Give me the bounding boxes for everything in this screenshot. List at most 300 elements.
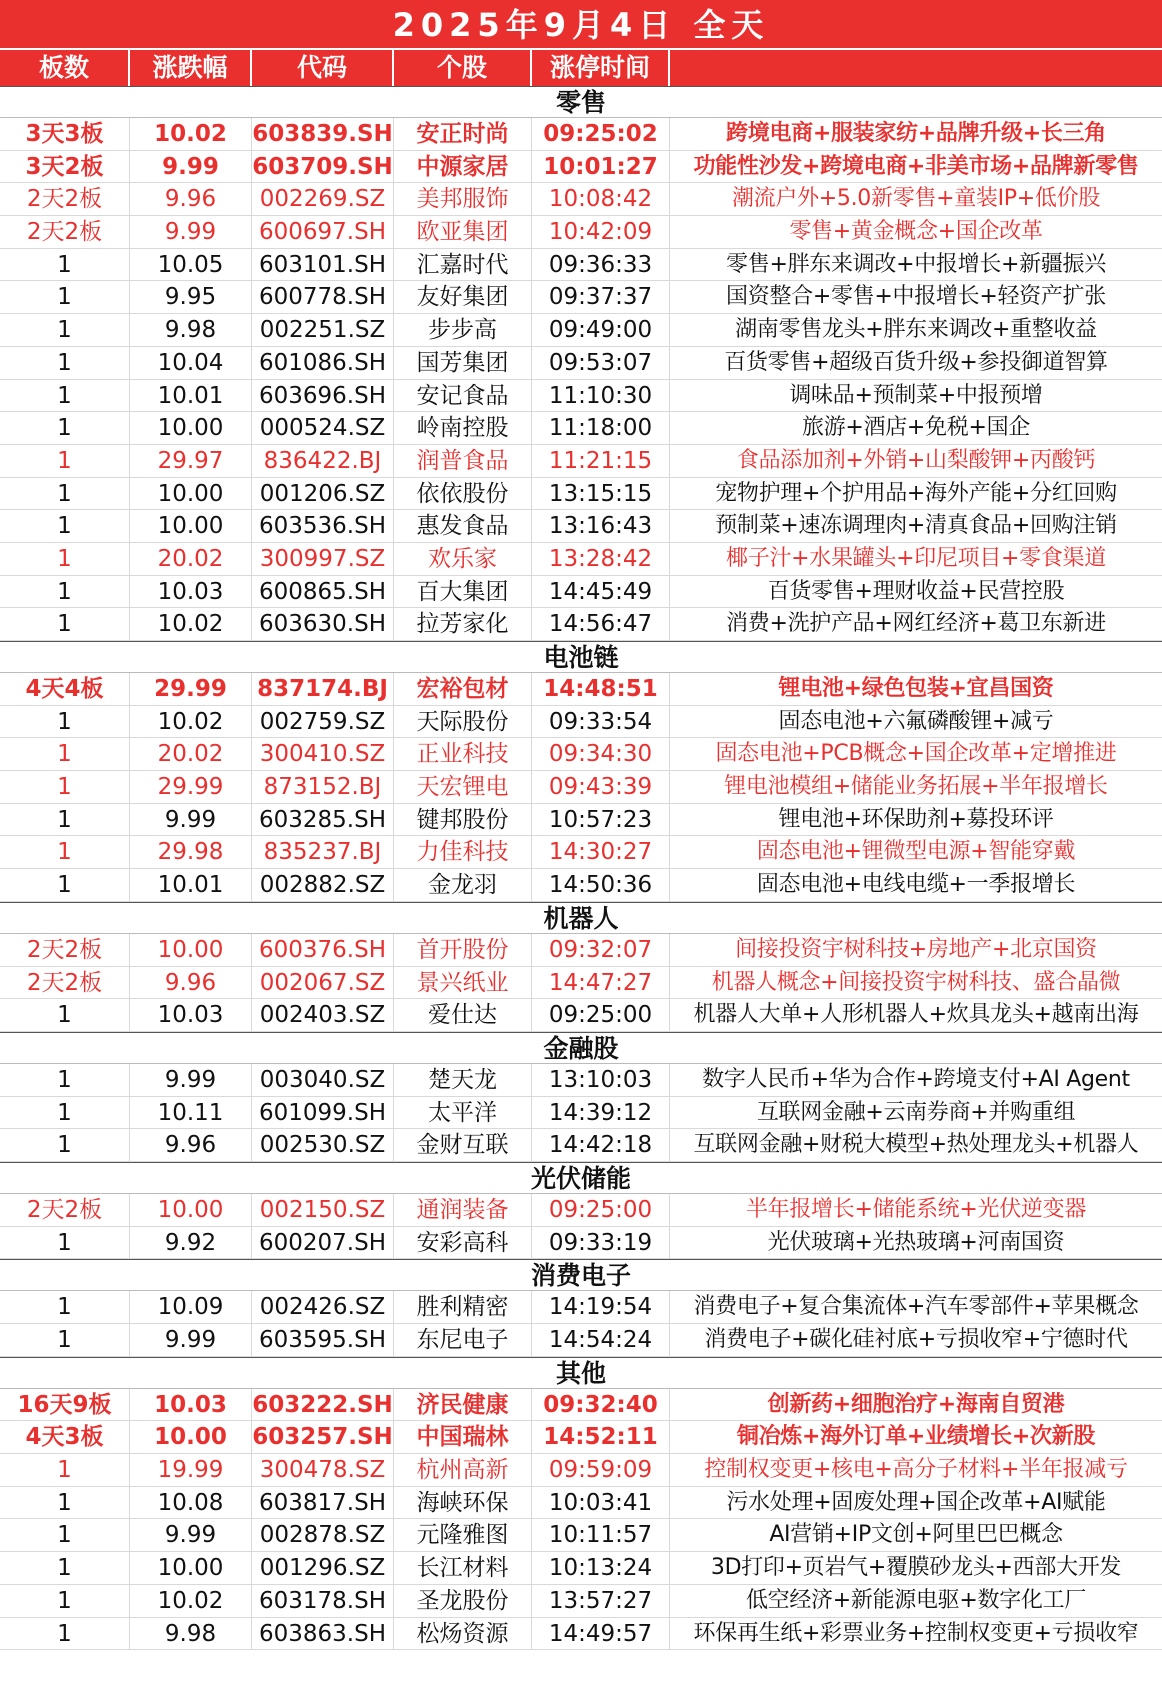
section-header: 消费电子	[0, 1259, 1162, 1291]
section-header: 其他	[0, 1357, 1162, 1389]
cell-limit-time: 10:11:57	[532, 1519, 670, 1551]
cell-boards: 1	[0, 510, 130, 542]
cell-change-pct: 10.00	[130, 1421, 252, 1453]
cell-code: 003040.SZ	[252, 1064, 394, 1096]
cell-boards: 4天4板	[0, 673, 130, 705]
cell-reason: 固态电池+六氟磷酸锂+减亏	[778, 708, 1054, 734]
cell-limit-time: 10:42:09	[532, 216, 670, 248]
cell-change-pct: 20.02	[130, 738, 252, 770]
cell-stock-name: 润普食品	[394, 445, 532, 477]
cell-code: 603257.SH	[252, 1421, 394, 1453]
cell-boards: 2天2板	[0, 1194, 130, 1226]
cell-stock-name: 首开股份	[394, 934, 532, 966]
cell-boards: 1	[0, 869, 130, 901]
cell-stock-name: 长江材料	[394, 1552, 532, 1584]
table-row	[0, 118, 1162, 151]
cell-code: 603222.SH	[252, 1389, 394, 1421]
cell-reason: 互联网金融+云南券商+并购重组	[756, 1099, 1076, 1125]
table-row	[0, 836, 1162, 869]
cell-reason: 控制权变更+核电+高分子材料+半年报减亏	[704, 1457, 1128, 1483]
cell-boards: 1	[0, 706, 130, 738]
cell-stock-name: 天宏锂电	[394, 771, 532, 803]
cell-change-pct: 9.98	[130, 314, 252, 346]
cell-reason: 机器人概念+间接投资宇树科技、盛合晶微	[711, 969, 1121, 995]
cell-limit-time: 10:08:42	[532, 183, 670, 215]
cell-change-pct: 9.99	[130, 1519, 252, 1551]
cell-change-pct: 10.08	[130, 1487, 252, 1519]
table-row	[0, 1454, 1162, 1487]
cell-stock-name: 惠发食品	[394, 510, 532, 542]
table-row	[0, 1194, 1162, 1227]
cell-reason: AI营销+IP文创+阿里巴巴概念	[769, 1522, 1063, 1548]
table-row	[0, 608, 1162, 641]
cell-change-pct: 10.09	[130, 1291, 252, 1323]
cell-boards: 1	[0, 1097, 130, 1129]
cell-boards: 1	[0, 1129, 130, 1161]
cell-reason: 食品添加剂+外销+山梨酸钾+丙酸钙	[736, 447, 1096, 473]
cell-stock-name: 欧亚集团	[394, 216, 532, 248]
table-row	[0, 478, 1162, 511]
table-row	[0, 673, 1162, 706]
cell-stock-name: 元隆雅图	[394, 1519, 532, 1551]
cell-code: 300478.SZ	[252, 1454, 394, 1486]
cell-code: 603630.SH	[252, 608, 394, 640]
cell-limit-time: 11:10:30	[532, 380, 670, 412]
cell-boards: 1	[0, 249, 130, 281]
cell-boards: 1	[0, 1324, 130, 1356]
cell-stock-name: 安彩高科	[394, 1227, 532, 1259]
cell-code: 603101.SH	[252, 249, 394, 281]
cell-code: 603696.SH	[252, 380, 394, 412]
cell-stock-name: 天际股份	[394, 706, 532, 738]
cell-limit-time: 14:48:51	[532, 673, 670, 705]
cell-change-pct: 10.02	[130, 706, 252, 738]
cell-boards: 1	[0, 281, 130, 313]
cell-reason: 环保再生纸+彩票业务+控制权变更+亏损收窄	[693, 1620, 1139, 1646]
cell-change-pct: 29.99	[130, 673, 252, 705]
cell-change-pct: 10.02	[130, 608, 252, 640]
cell-boards: 2天2板	[0, 183, 130, 215]
cell-change-pct: 9.96	[130, 1129, 252, 1161]
cell-change-pct: 29.97	[130, 445, 252, 477]
cell-reason: 3D打印+页岩气+覆膜砂龙头+西部大开发	[710, 1555, 1122, 1581]
cell-limit-time: 13:10:03	[532, 1064, 670, 1096]
cell-boards: 1	[0, 1585, 130, 1617]
cell-change-pct: 29.98	[130, 836, 252, 868]
cell-reason: 锂电池+环保助剂+募投环评	[778, 806, 1054, 832]
cell-code: 000524.SZ	[252, 412, 394, 444]
cell-change-pct: 19.99	[130, 1454, 252, 1486]
cell-limit-time: 14:30:27	[532, 836, 670, 868]
cell-stock-name: 拉芳家化	[394, 608, 532, 640]
table-body	[0, 86, 1162, 1650]
cell-boards: 2天2板	[0, 216, 130, 248]
table-row	[0, 804, 1162, 837]
cell-limit-time: 14:39:12	[532, 1097, 670, 1129]
cell-reason: 污水处理+固废处理+国企改革+AI赋能	[726, 1489, 1106, 1515]
cell-reason: 半年报增长+储能系统+光伏逆变器	[745, 1196, 1087, 1222]
cell-stock-name: 岭南控股	[394, 412, 532, 444]
table-row	[0, 281, 1162, 314]
cell-reason: 国资整合+零售+中报增长+轻资产扩张	[726, 284, 1106, 310]
table-row	[0, 1585, 1162, 1618]
cell-code: 002878.SZ	[252, 1519, 394, 1551]
table-row	[0, 576, 1162, 609]
cell-code: 600207.SH	[252, 1227, 394, 1259]
table-row	[0, 1618, 1162, 1651]
cell-reason: 创新药+细胞治疗+海南自贸港	[767, 1391, 1065, 1417]
table-row	[0, 1291, 1162, 1324]
cell-change-pct: 10.05	[130, 249, 252, 281]
cell-reason: 消费+洗护产品+网红经济+葛卫东新进	[726, 611, 1106, 637]
table-row	[0, 1487, 1162, 1520]
cell-code: 603536.SH	[252, 510, 394, 542]
cell-change-pct: 9.99	[130, 1064, 252, 1096]
cell-reason: 旅游+酒店+免税+国企	[801, 415, 1030, 441]
cell-code: 836422.BJ	[252, 445, 394, 477]
cell-stock-name: 美邦服饰	[394, 183, 532, 215]
cell-change-pct: 9.96	[130, 183, 252, 215]
cell-limit-time: 14:50:36	[532, 869, 670, 901]
cell-limit-time: 10:01:27	[532, 151, 670, 183]
cell-change-pct: 9.92	[130, 1227, 252, 1259]
table-row	[0, 216, 1162, 249]
header-limit-time: 涨停时间	[532, 50, 670, 86]
table-row	[0, 380, 1162, 413]
cell-reason: 固态电池+锂微型电源+智能穿戴	[756, 839, 1076, 865]
table-row	[0, 771, 1162, 804]
cell-code: 603817.SH	[252, 1487, 394, 1519]
cell-limit-time: 09:59:09	[532, 1454, 670, 1486]
table-row	[0, 1064, 1162, 1097]
cell-stock-name: 松炀资源	[394, 1618, 532, 1650]
table-row	[0, 412, 1162, 445]
cell-change-pct: 9.99	[130, 151, 252, 183]
cell-code: 603863.SH	[252, 1618, 394, 1650]
cell-limit-time: 14:45:49	[532, 576, 670, 608]
cell-change-pct: 9.98	[130, 1618, 252, 1650]
table-row	[0, 706, 1162, 739]
cell-code: 603178.SH	[252, 1585, 394, 1617]
cell-code: 600865.SH	[252, 576, 394, 608]
cell-code: 601099.SH	[252, 1097, 394, 1129]
cell-boards: 1	[0, 412, 130, 444]
cell-stock-name: 依依股份	[394, 478, 532, 510]
cell-code: 835237.BJ	[252, 836, 394, 868]
cell-reason: 光伏玻璃+光热玻璃+河南国资	[767, 1229, 1065, 1255]
cell-reason: 百货零售+理财收益+民营控股	[767, 578, 1065, 604]
table-row	[0, 1519, 1162, 1552]
cell-stock-name: 安记食品	[394, 380, 532, 412]
cell-stock-name: 胜利精密	[394, 1291, 532, 1323]
cell-limit-time: 09:49:00	[532, 314, 670, 346]
cell-boards: 16天9板	[0, 1389, 130, 1421]
cell-boards: 1	[0, 1064, 130, 1096]
cell-change-pct: 10.03	[130, 999, 252, 1031]
cell-boards: 1	[0, 576, 130, 608]
cell-change-pct: 10.01	[130, 380, 252, 412]
cell-change-pct: 10.02	[130, 118, 252, 150]
table-row	[0, 151, 1162, 184]
cell-reason: 锂电池+绿色包装+宜昌国资	[778, 676, 1054, 701]
cell-stock-name: 景兴纸业	[394, 967, 532, 999]
cell-boards: 1	[0, 1227, 130, 1259]
cell-stock-name: 爱仕达	[394, 999, 532, 1031]
cell-boards: 3天2板	[0, 151, 130, 183]
table-row	[0, 967, 1162, 1000]
cell-reason: 调味品+预制菜+中报预增	[789, 382, 1043, 408]
cell-stock-name: 步步高	[394, 314, 532, 346]
cell-stock-name: 济民健康	[394, 1389, 532, 1421]
cell-code: 002882.SZ	[252, 869, 394, 901]
cell-stock-name: 金财互联	[394, 1129, 532, 1161]
cell-boards: 1	[0, 999, 130, 1031]
cell-change-pct: 10.04	[130, 347, 252, 379]
cell-reason: 零售+黄金概念+国企改革	[789, 219, 1043, 245]
cell-boards: 1	[0, 478, 130, 510]
cell-boards: 1	[0, 1291, 130, 1323]
section-header: 金融股	[0, 1032, 1162, 1064]
table-row	[0, 347, 1162, 380]
cell-code: 603709.SH	[252, 151, 394, 183]
header-stock: 个股	[394, 50, 532, 86]
cell-code: 603839.SH	[252, 118, 394, 150]
cell-boards: 1	[0, 771, 130, 803]
cell-code: 300410.SZ	[252, 738, 394, 770]
cell-limit-time: 13:16:43	[532, 510, 670, 542]
cell-change-pct: 29.99	[130, 771, 252, 803]
cell-reason: 锂电池模组+储能业务拓展+半年报增长	[724, 774, 1108, 800]
cell-limit-time: 13:57:27	[532, 1585, 670, 1617]
cell-reason: 固态电池+电线电缆+一季报增长	[756, 872, 1076, 898]
cell-stock-name: 安正时尚	[394, 118, 532, 150]
cell-code: 001206.SZ	[252, 478, 394, 510]
cell-limit-time: 13:15:15	[532, 478, 670, 510]
cell-reason: 数字人民币+华为合作+跨境支付+AI Agent	[702, 1066, 1130, 1092]
cell-limit-time: 09:33:54	[532, 706, 670, 738]
table-row	[0, 314, 1162, 347]
cell-stock-name: 国芳集团	[394, 347, 532, 379]
cell-code: 600697.SH	[252, 216, 394, 248]
section-header: 电池链	[0, 641, 1162, 673]
cell-limit-time: 09:36:33	[532, 249, 670, 281]
cell-stock-name: 中源家居	[394, 151, 532, 183]
header-code: 代码	[252, 50, 394, 86]
cell-boards: 1	[0, 543, 130, 575]
cell-code: 603285.SH	[252, 804, 394, 836]
table-row	[0, 183, 1162, 216]
cell-limit-time: 10:03:41	[532, 1487, 670, 1519]
cell-change-pct: 10.11	[130, 1097, 252, 1129]
cell-reason: 低空经济+新能源电驱+数字化工厂	[745, 1587, 1087, 1613]
cell-stock-name: 金龙羽	[394, 869, 532, 901]
cell-stock-name: 太平洋	[394, 1097, 532, 1129]
cell-reason: 百货零售+超级百货升级+参投御道智算	[724, 349, 1108, 375]
table-row	[0, 1227, 1162, 1260]
cell-reason: 铜冶炼+海外订单+业绩增长+次新股	[736, 1424, 1096, 1450]
cell-reason: 零售+胖东来调改+中报增长+新疆振兴	[726, 251, 1106, 277]
table-row	[0, 999, 1162, 1032]
table-row	[0, 1421, 1162, 1454]
cell-reason: 功能性沙发+跨境电商+非美市场+品牌新零售	[693, 153, 1139, 179]
cell-boards: 2天2板	[0, 934, 130, 966]
cell-stock-name: 东尼电子	[394, 1324, 532, 1356]
cell-change-pct: 10.03	[130, 576, 252, 608]
table-row	[0, 934, 1162, 967]
cell-stock-name: 友好集团	[394, 281, 532, 313]
cell-reason: 消费电子+碳化硅衬底+亏损收窄+宁德时代	[704, 1327, 1128, 1352]
cell-boards: 1	[0, 1519, 130, 1551]
cell-reason: 椰子汁+水果罐头+印尼项目+零食渠道	[726, 545, 1106, 571]
cell-boards: 1	[0, 347, 130, 379]
cell-limit-time: 11:21:15	[532, 445, 670, 477]
cell-limit-time: 11:18:00	[532, 412, 670, 444]
cell-stock-name: 欢乐家	[394, 543, 532, 575]
cell-reason: 机器人大单+人形机器人+炊具龙头+越南出海	[693, 1002, 1139, 1028]
cell-boards: 1	[0, 1487, 130, 1519]
cell-stock-name: 宏裕包材	[394, 673, 532, 705]
section-header: 机器人	[0, 902, 1162, 934]
cell-change-pct: 9.99	[130, 216, 252, 248]
cell-reason: 消费电子+复合集流体+汽车零部件+苹果概念	[693, 1294, 1139, 1320]
cell-reason: 预制菜+速冻调理肉+清真食品+回购注销	[715, 513, 1117, 539]
section-header: 光伏储能	[0, 1162, 1162, 1194]
cell-stock-name: 通润装备	[394, 1194, 532, 1226]
cell-stock-name: 正业科技	[394, 738, 532, 770]
cell-limit-time: 14:56:47	[532, 608, 670, 640]
table-row	[0, 1324, 1162, 1357]
table-row	[0, 445, 1162, 478]
cell-boards: 1	[0, 836, 130, 868]
cell-code: 002269.SZ	[252, 183, 394, 215]
cell-code: 300997.SZ	[252, 543, 394, 575]
table-row	[0, 1129, 1162, 1162]
cell-limit-time: 09:25:00	[532, 999, 670, 1031]
cell-stock-name: 海峡环保	[394, 1487, 532, 1519]
cell-limit-time: 09:32:40	[532, 1389, 670, 1421]
cell-stock-name: 杭州高新	[394, 1454, 532, 1486]
cell-boards: 2天2板	[0, 967, 130, 999]
cell-boards: 1	[0, 1618, 130, 1650]
cell-stock-name: 汇嘉时代	[394, 249, 532, 281]
cell-reason: 互联网金融+财税大模型+热处理龙头+机器人	[693, 1132, 1139, 1158]
cell-change-pct: 10.03	[130, 1389, 252, 1421]
cell-boards: 1	[0, 380, 130, 412]
cell-limit-time: 09:33:19	[532, 1227, 670, 1259]
cell-stock-name: 键邦股份	[394, 804, 532, 836]
cell-change-pct: 10.00	[130, 1194, 252, 1226]
cell-change-pct: 10.00	[130, 934, 252, 966]
cell-limit-time: 14:49:57	[532, 1618, 670, 1650]
cell-reason: 湖南零售龙头+胖东来调改+重整收益	[735, 317, 1097, 343]
cell-limit-time: 13:28:42	[532, 543, 670, 575]
cell-limit-time: 09:25:00	[532, 1194, 670, 1226]
cell-reason: 跨境电商+服装家纺+品牌升级+长三角	[726, 121, 1106, 146]
cell-change-pct: 9.99	[130, 1324, 252, 1356]
cell-limit-time: 09:53:07	[532, 347, 670, 379]
cell-change-pct: 20.02	[130, 543, 252, 575]
cell-stock-name: 百大集团	[394, 576, 532, 608]
table-row	[0, 249, 1162, 282]
cell-code: 002067.SZ	[252, 967, 394, 999]
cell-stock-name: 楚天龙	[394, 1064, 532, 1096]
cell-limit-time: 14:42:18	[532, 1129, 670, 1161]
cell-limit-time: 09:37:37	[532, 281, 670, 313]
cell-boards: 1	[0, 314, 130, 346]
table-row	[0, 1097, 1162, 1130]
cell-boards: 1	[0, 738, 130, 770]
cell-reason: 间接投资宇树科技+房地产+北京国资	[735, 936, 1097, 962]
table-row	[0, 510, 1162, 543]
header-change-pct: 涨跌幅(%)	[130, 50, 252, 86]
table-row	[0, 738, 1162, 771]
cell-change-pct: 10.00	[130, 478, 252, 510]
table-row	[0, 1389, 1162, 1422]
cell-code: 002426.SZ	[252, 1291, 394, 1323]
table-row	[0, 1552, 1162, 1585]
cell-limit-time: 09:34:30	[532, 738, 670, 770]
cell-code: 601086.SH	[252, 347, 394, 379]
cell-code: 002251.SZ	[252, 314, 394, 346]
cell-code: 002530.SZ	[252, 1129, 394, 1161]
cell-code: 873152.BJ	[252, 771, 394, 803]
cell-boards: 1	[0, 804, 130, 836]
cell-change-pct: 10.00	[130, 1552, 252, 1584]
cell-code: 603595.SH	[252, 1324, 394, 1356]
cell-limit-time: 14:19:54	[532, 1291, 670, 1323]
cell-limit-time: 09:43:39	[532, 771, 670, 803]
cell-reason: 宠物护理+个护用品+海外产能+分红回购	[715, 480, 1117, 506]
page-title: 2025年9月4日 全天	[0, 0, 1162, 50]
cell-change-pct: 10.00	[130, 412, 252, 444]
cell-stock-name: 中国瑞林	[394, 1421, 532, 1453]
cell-stock-name: 力佳科技	[394, 836, 532, 868]
cell-boards: 1	[0, 1552, 130, 1584]
cell-change-pct: 10.02	[130, 1585, 252, 1617]
cell-change-pct: 9.96	[130, 967, 252, 999]
cell-code: 002150.SZ	[252, 1194, 394, 1226]
header-boards: 板数	[0, 50, 130, 86]
cell-limit-time: 10:57:23	[532, 804, 670, 836]
cell-code: 001296.SZ	[252, 1552, 394, 1584]
cell-reason: 固态电池+PCB概念+国企改革+定增推进	[715, 741, 1117, 767]
cell-code: 002759.SZ	[252, 706, 394, 738]
cell-limit-time: 14:52:11	[532, 1421, 670, 1453]
cell-code: 002403.SZ	[252, 999, 394, 1031]
cell-limit-time: 10:13:24	[532, 1552, 670, 1584]
cell-boards: 1	[0, 445, 130, 477]
cell-limit-time: 09:32:07	[532, 934, 670, 966]
cell-change-pct: 10.00	[130, 510, 252, 542]
cell-boards: 1	[0, 1454, 130, 1486]
cell-limit-time: 14:47:27	[532, 967, 670, 999]
cell-boards: 3天3板	[0, 118, 130, 150]
cell-boards: 1	[0, 608, 130, 640]
cell-code: 600376.SH	[252, 934, 394, 966]
cell-code: 837174.BJ	[252, 673, 394, 705]
cell-limit-time: 09:25:02	[532, 118, 670, 150]
cell-change-pct: 10.01	[130, 869, 252, 901]
cell-stock-name: 圣龙股份	[394, 1585, 532, 1617]
section-header: 零售	[0, 86, 1162, 118]
cell-change-pct: 9.99	[130, 804, 252, 836]
table-row	[0, 869, 1162, 902]
cell-reason: 潮流户外+5.0新零售+童装IP+低价股	[731, 186, 1101, 212]
cell-limit-time: 14:54:24	[532, 1324, 670, 1356]
cell-boards: 4天3板	[0, 1421, 130, 1453]
cell-change-pct: 9.95	[130, 281, 252, 313]
header-reason	[670, 50, 1162, 86]
